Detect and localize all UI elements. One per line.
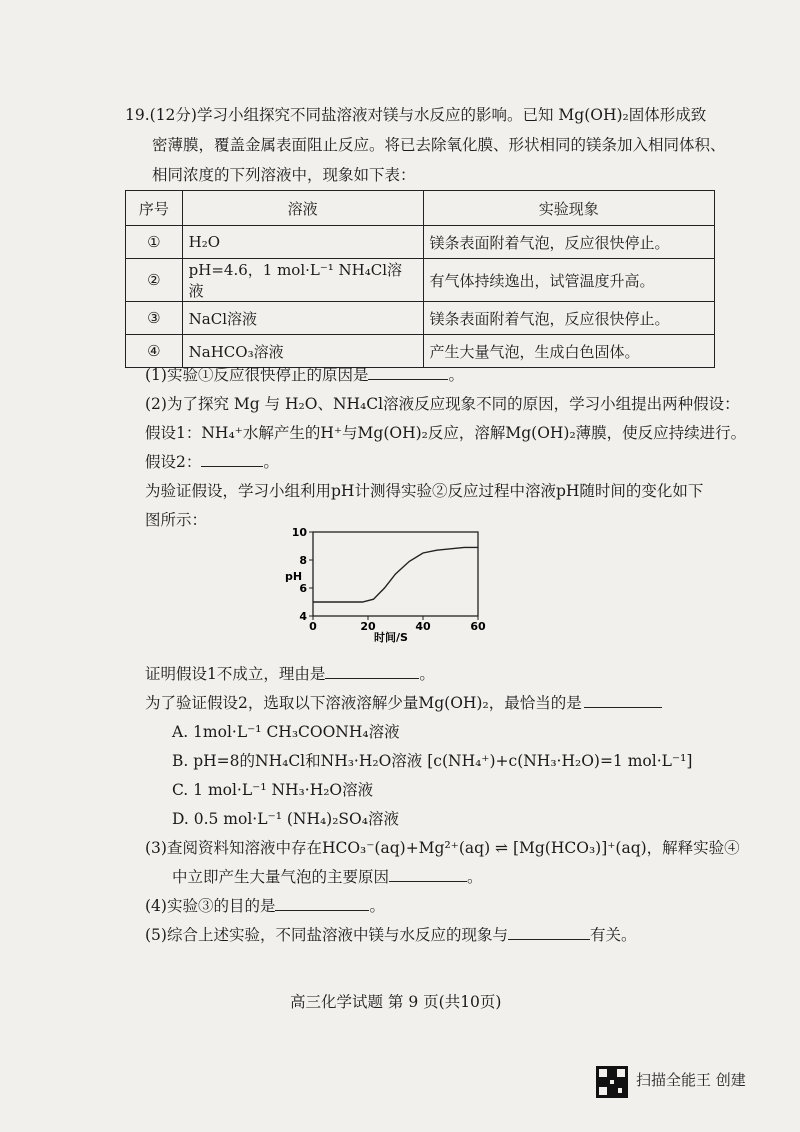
- y-tick-label: 10: [291, 526, 307, 539]
- scanner-watermark: 扫描全能王 创建: [636, 1071, 746, 1089]
- part5-end: 有关。: [589, 926, 637, 944]
- table-cell: pH=4.6，1 mol·L⁻¹ NH₄Cl溶液: [182, 259, 423, 302]
- part3-line2: [172, 866, 483, 888]
- x-tick-label: 20: [360, 620, 376, 633]
- verify-line2: 图所示：: [145, 511, 208, 529]
- table-header-row: [126, 191, 715, 226]
- question-intro-line1: 19.(12分)学习小组探究不同盐溶液对镁与水反应的影响。已知 Mg(OH)₂固体形成致: [125, 106, 707, 124]
- question-intro-line3: 相同浓度的下列溶液中，现象如下表：: [152, 166, 416, 184]
- part5-line: [145, 924, 636, 946]
- table-cell: NaHCO₃溶液: [182, 335, 423, 368]
- y-tick-label: 6: [299, 582, 307, 595]
- table-row: [126, 335, 715, 368]
- x-tick-label: 0: [309, 620, 317, 633]
- answer-blank[interactable]: [389, 867, 467, 882]
- option-d: D. 0.5 mol·L⁻¹ (NH₄)₂SO₄溶液: [172, 810, 399, 828]
- table-header: 实验现象: [423, 191, 714, 226]
- table-cell: ②: [126, 259, 183, 302]
- verify-line1: 为验证假设，学习小组利用pH计测得实验②反应过程中溶液pH随时间的变化如下: [145, 482, 704, 500]
- part2-line1: (2)为了探究 Mg 与 H₂O、NH₄Cl溶液反应现象不同的原因，学习小组提出两种假设：: [145, 395, 740, 413]
- prove-end: 。: [419, 665, 435, 683]
- part4-text: (4)实验③的目的是: [145, 897, 276, 915]
- table-cell: ④: [126, 335, 183, 368]
- experiment-table: [125, 190, 715, 368]
- part3-end: 。: [467, 868, 483, 886]
- table-cell: 产生大量气泡，生成白色固体。: [423, 335, 714, 368]
- answer-blank[interactable]: [584, 693, 662, 708]
- option-a: A. 1mol·L⁻¹ CH₃COONH₄溶液: [172, 723, 400, 741]
- y-tick-label: 4: [299, 610, 307, 623]
- prove-text: 证明假设1不成立，理由是: [145, 665, 326, 683]
- hypothesis2-label: 假设2：: [145, 453, 202, 471]
- ph-series-line: [313, 547, 478, 602]
- answer-blank[interactable]: [325, 664, 419, 679]
- y-axis-label: pH: [285, 570, 303, 583]
- table-cell: ①: [126, 226, 183, 259]
- page-footer: 高三化学试题 第 9 页(共10页): [290, 993, 502, 1011]
- x-axis-label: 时间/S: [374, 631, 408, 644]
- table-cell: 镁条表面附着气泡，反应很快停止。: [423, 302, 714, 335]
- table-cell: ③: [126, 302, 183, 335]
- x-tick-label: 40: [415, 620, 431, 633]
- y-tick-label: 8: [299, 554, 307, 567]
- table-row: [126, 259, 715, 302]
- qr-code-icon: [596, 1066, 628, 1098]
- table-header: 序号: [126, 191, 183, 226]
- part5-text: (5)综合上述实验，不同盐溶液中镁与水反应的现象与: [145, 926, 508, 944]
- part4-end: 。: [369, 897, 385, 915]
- hypothesis2-end: 。: [263, 453, 279, 471]
- ph-time-chart: [270, 526, 500, 646]
- part4-line: [145, 895, 385, 917]
- option-c: C. 1 mol·L⁻¹ NH₃·H₂O溶液: [172, 781, 374, 799]
- hypothesis2: [145, 451, 279, 473]
- part3-text: 中立即产生大量气泡的主要原因: [172, 868, 390, 886]
- part3-line1: (3)查阅资料知溶液中存在HCO₃⁻(aq)+Mg²⁺(aq) ⇌ [Mg(HCO₃)]⁺(aq)，解释实验④: [145, 839, 740, 857]
- answer-blank[interactable]: [368, 365, 448, 380]
- answer-blank[interactable]: [201, 452, 263, 467]
- question-intro-line2: 密薄膜，覆盖金属表面阻止反应。将已去除氧化膜、形状相同的镁条加入相同体积、: [152, 136, 726, 154]
- table-row: [126, 226, 715, 259]
- choose-line: [145, 692, 662, 714]
- x-tick-label: 60: [470, 620, 486, 633]
- answer-blank[interactable]: [508, 925, 590, 940]
- part1-end: 。: [448, 366, 464, 384]
- table-cell: NaCl溶液: [182, 302, 423, 335]
- table-cell: 有气体持续逸出，试管温度升高。: [423, 259, 714, 302]
- option-b: B. pH=8的NH₄Cl和NH₃·H₂O溶液 [c(NH₄⁺)+c(NH₃·H₂O)=1 mol·L⁻¹]: [172, 752, 693, 770]
- table-cell: H₂O: [182, 226, 423, 259]
- table-row: [126, 302, 715, 335]
- answer-blank[interactable]: [275, 896, 369, 911]
- table-header: 溶液: [182, 191, 423, 226]
- part1-question: [145, 364, 464, 386]
- hypothesis1: 假设1：NH₄⁺水解产生的H⁺与Mg(OH)₂反应，溶解Mg(OH)₂薄膜，使反应持续进行。: [145, 424, 747, 442]
- table-cell: 镁条表面附着气泡，反应很快停止。: [423, 226, 714, 259]
- choose-text: 为了验证假设2，选取以下溶液溶解少量Mg(OH)₂，最恰当的是: [145, 694, 582, 712]
- part1-text: (1)实验①反应很快停止的原因是: [145, 366, 369, 384]
- prove-line: [145, 663, 435, 685]
